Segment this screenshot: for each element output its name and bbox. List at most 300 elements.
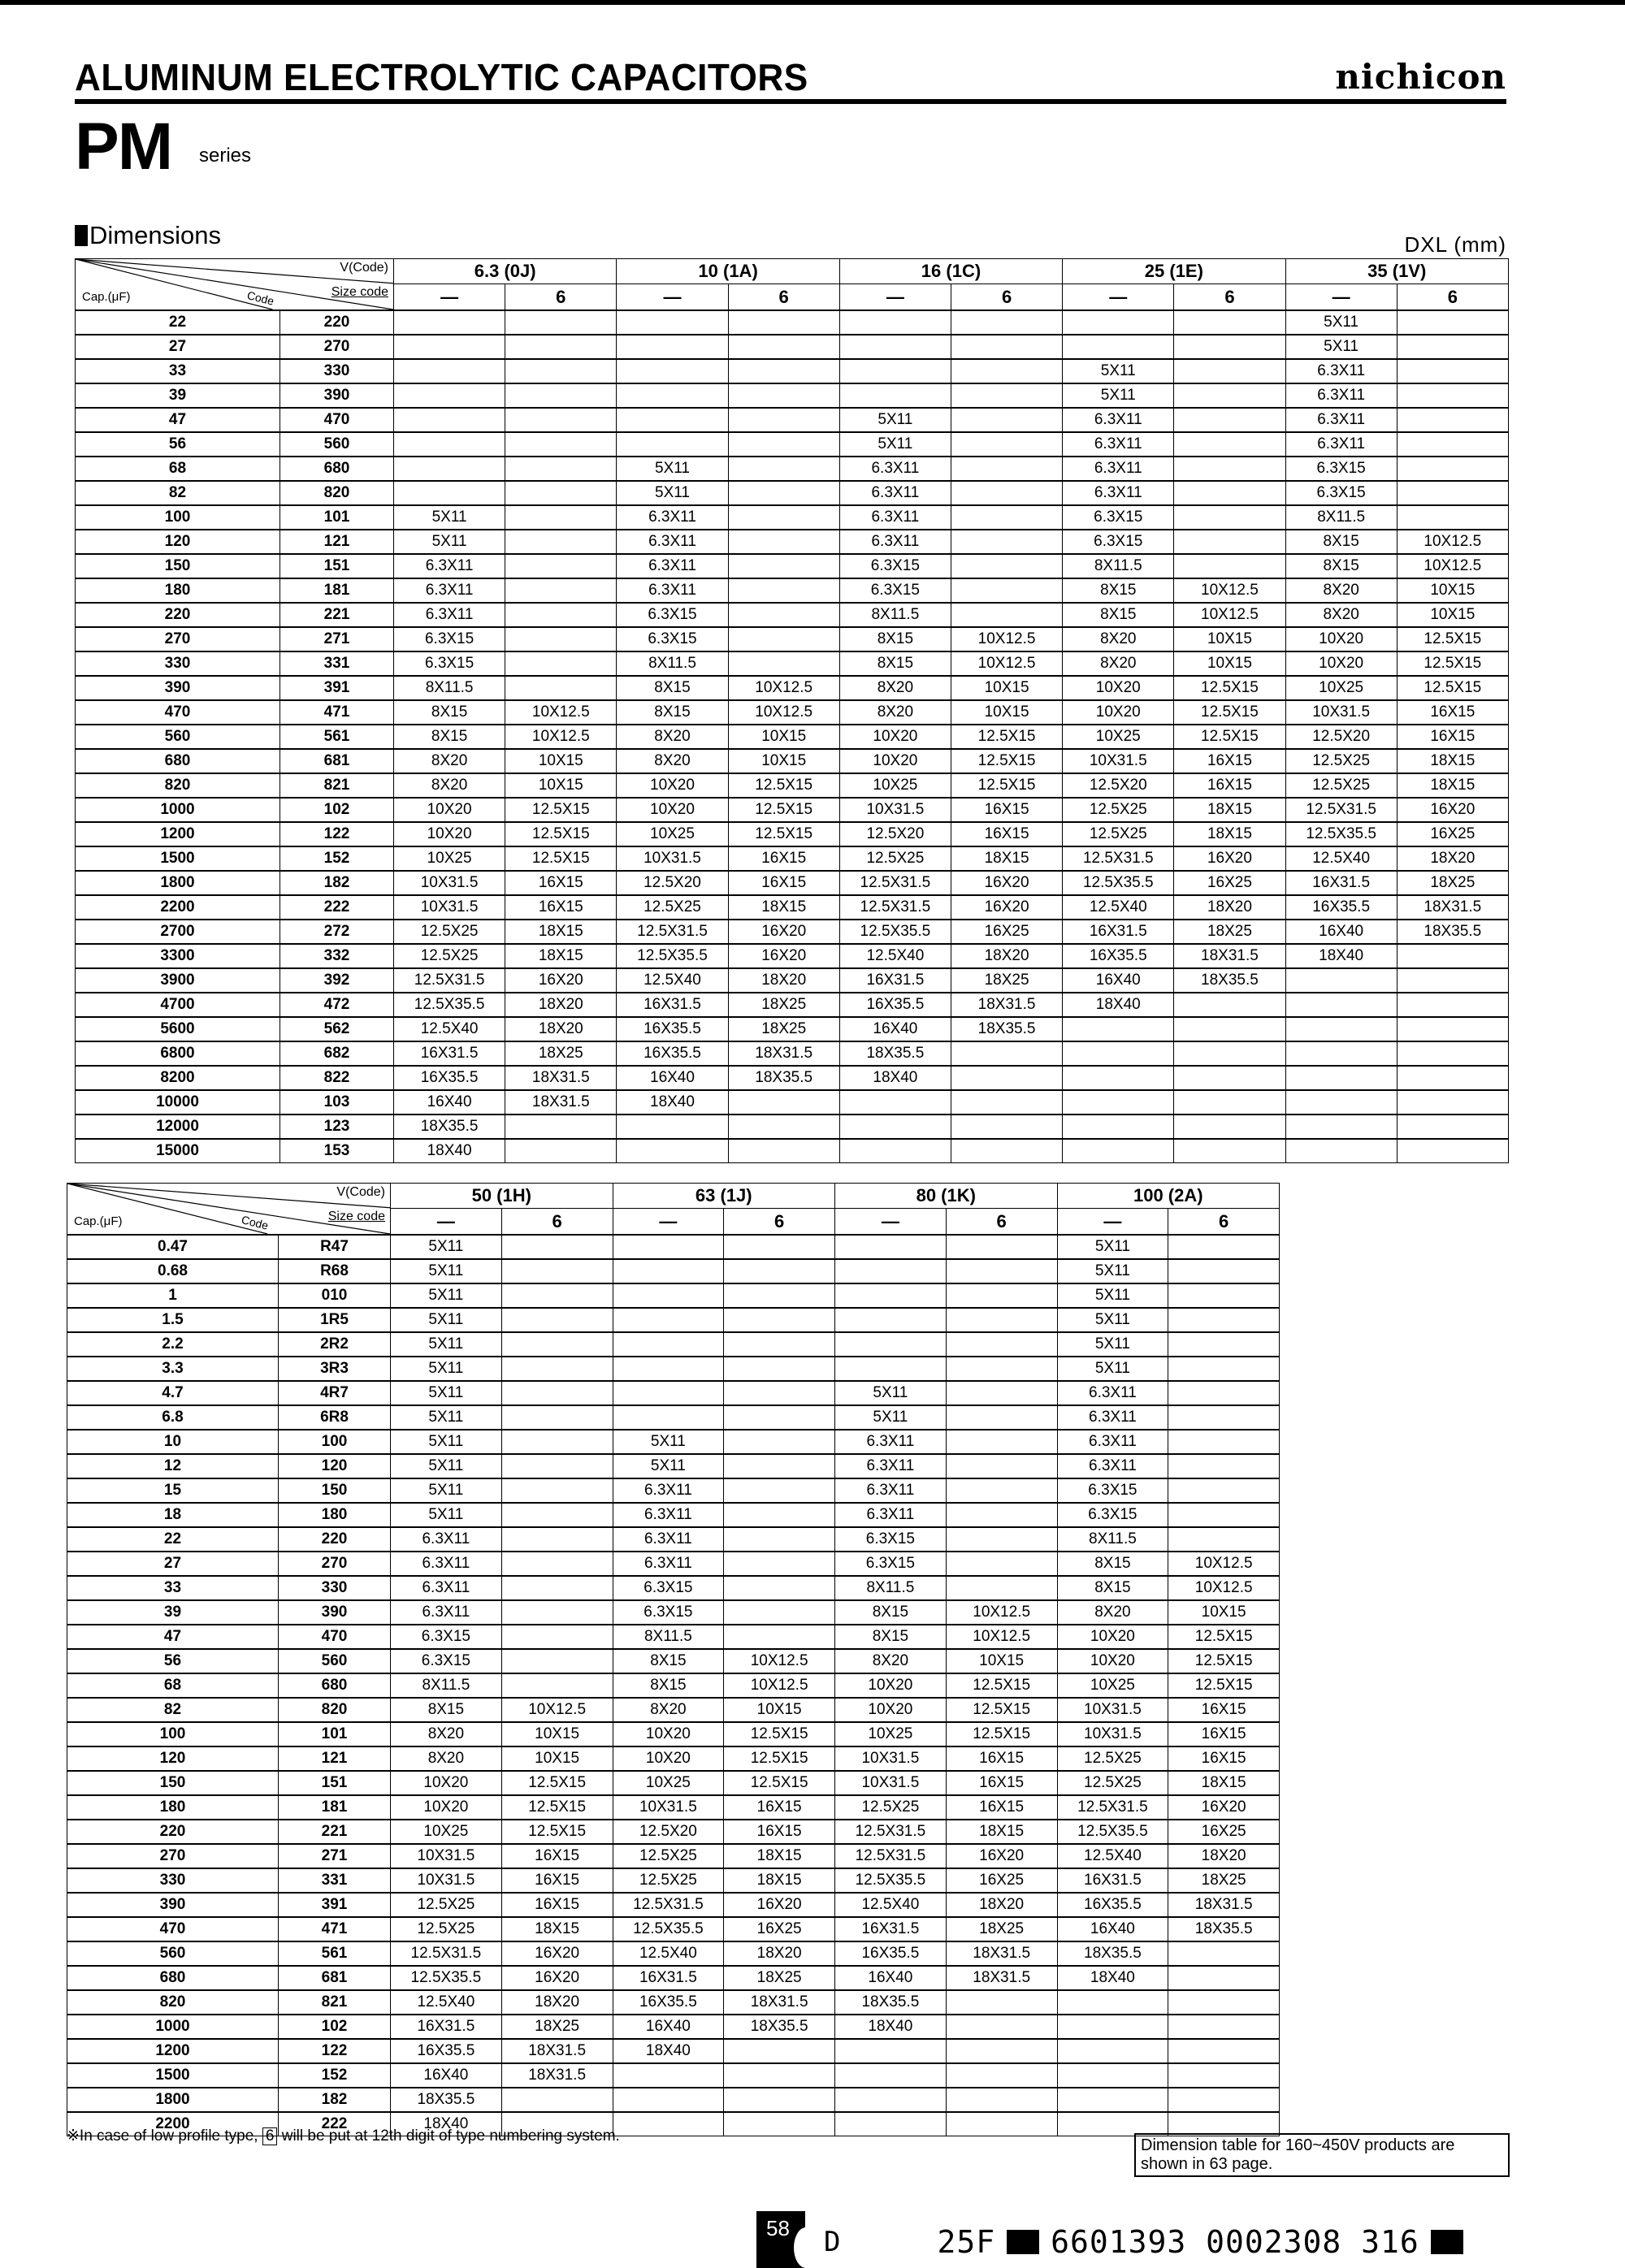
size-cell: 16X31.5	[613, 1966, 724, 1990]
capacitance-cell: 1500	[76, 846, 280, 871]
size-cell	[951, 1139, 1062, 1163]
size-cell: 6.3X15	[394, 627, 505, 651]
size-cell	[724, 1600, 835, 1625]
size-cell: 8X15	[394, 700, 505, 725]
brand-logo: nichicon	[1335, 57, 1506, 97]
size-cell: 12.5X15	[1174, 725, 1285, 749]
size-cell: 18X15	[505, 944, 617, 968]
size-cell	[394, 335, 505, 359]
table-row	[76, 700, 1509, 725]
size-cell: 8X20	[835, 1649, 947, 1673]
size-cell: 10X20	[835, 1673, 947, 1698]
size-cell	[505, 505, 617, 530]
size-cell: 16X35.5	[835, 1941, 947, 1966]
code-cell: 332	[280, 944, 394, 968]
size-cell: 12.5X25	[613, 1844, 724, 1868]
size-cell: 5X11	[1063, 359, 1174, 383]
size-cell: 10X12.5	[1174, 578, 1285, 603]
size-cell: 10X12.5	[951, 651, 1062, 676]
size-cell: 16X20	[1174, 846, 1285, 871]
size-cell	[951, 408, 1062, 432]
size-cell: 18X31.5	[501, 2039, 613, 2063]
size-cell	[394, 383, 505, 408]
table-row	[76, 676, 1509, 700]
capacitance-cell: 180	[67, 1795, 279, 1820]
size-cell: 10X12.5	[728, 700, 839, 725]
size-cell: 6.3X11	[1057, 1454, 1168, 1478]
size-cell: 5X11	[1063, 383, 1174, 408]
size-cell	[1063, 310, 1174, 335]
footnote-suffix: will be put at 12th digit of type numbering system.	[277, 2127, 620, 2145]
code-cell: 820	[279, 1698, 391, 1722]
size-cell: 5X11	[391, 1357, 502, 1381]
capacitance-cell: 1.5	[67, 1308, 279, 1332]
size-cell: 16X15	[951, 798, 1062, 822]
size-cell: 16X15	[724, 1795, 835, 1820]
table-row	[76, 505, 1509, 530]
size-cell: 12.5X31.5	[391, 1941, 502, 1966]
code-cell: 151	[280, 554, 394, 578]
size-cell: 6.3X11	[1063, 481, 1174, 505]
size-cell	[617, 359, 728, 383]
code-cell: 391	[279, 1893, 391, 1917]
table-row	[76, 871, 1509, 895]
size-cell: 10X20	[1285, 627, 1397, 651]
size-cell: 18X35.5	[1168, 1917, 1280, 1941]
size-cell	[1174, 1066, 1285, 1090]
footnote-boxed-digit: 6	[262, 2127, 278, 2145]
size-cell	[1168, 1259, 1280, 1283]
size-cell	[835, 2063, 947, 2088]
standard-subheader: —	[394, 284, 505, 310]
size-cell: 16X31.5	[835, 1917, 947, 1941]
size-cell: 10X15	[728, 749, 839, 773]
code-label: Code	[245, 288, 276, 308]
size-cell: 18X25	[728, 1017, 839, 1041]
size-cell: 8X20	[617, 725, 728, 749]
size-cell: 12.5X25	[394, 920, 505, 944]
size-cell: 5X11	[613, 1454, 724, 1478]
size-cell: 12.5X35.5	[1057, 1820, 1168, 1844]
capacitance-cell: 4.7	[67, 1381, 279, 1405]
size-cell	[839, 1115, 951, 1139]
table-row	[67, 2015, 1280, 2039]
footnote	[67, 2127, 620, 2145]
size-cell: 16X15	[501, 1868, 613, 1893]
size-cell: 18X31.5	[951, 993, 1062, 1017]
size-cell	[1174, 505, 1285, 530]
size-cell: 16X15	[1174, 773, 1285, 798]
size-cell: 18X25	[1174, 920, 1285, 944]
table-row	[67, 1405, 1280, 1430]
size-cell: 12.5X31.5	[394, 968, 505, 993]
size-cell	[951, 505, 1062, 530]
size-cell: 16X35.5	[839, 993, 951, 1017]
size-cell	[839, 1139, 951, 1163]
size-cell: 10X12.5	[1397, 554, 1508, 578]
size-cell: 16X40	[394, 1090, 505, 1115]
size-cell: 12.5X25	[391, 1917, 502, 1941]
capacitance-cell: 33	[76, 359, 280, 383]
size-cell: 8X20	[1057, 1600, 1168, 1625]
size-cell	[835, 1259, 947, 1283]
size-cell: 10X20	[613, 1722, 724, 1746]
size-cell	[617, 335, 728, 359]
size-cell: 16X15	[501, 1893, 613, 1917]
capacitance-cell: 39	[76, 383, 280, 408]
size-cell	[835, 1235, 947, 1259]
size-cell	[946, 2015, 1057, 2039]
size-code-label: Size code	[327, 1210, 385, 1223]
table-corner-header	[76, 259, 394, 311]
table-row	[76, 944, 1509, 968]
size-cell	[835, 2088, 947, 2112]
size-cell: 10X20	[839, 725, 951, 749]
size-cell: 16X31.5	[617, 993, 728, 1017]
size-cell	[724, 2112, 835, 2136]
size-cell	[946, 1478, 1057, 1503]
table-row	[67, 1990, 1280, 2015]
size-cell: 5X11	[391, 1430, 502, 1454]
size-cell: 16X15	[724, 1820, 835, 1844]
size-cell: 12.5X40	[1285, 846, 1397, 871]
size-cell: 18X35.5	[835, 1990, 947, 2015]
size-cell	[724, 1259, 835, 1283]
table-row	[76, 530, 1509, 554]
size-cell: 10X31.5	[835, 1771, 947, 1795]
code-cell: R47	[279, 1235, 391, 1259]
table-row	[76, 627, 1509, 651]
size-cell: 10X15	[1168, 1600, 1280, 1625]
size-cell	[724, 1625, 835, 1649]
cap-label: Cap.(μF)	[82, 290, 131, 304]
size-cell: 16X20	[505, 968, 617, 993]
size-cell: 18X25	[728, 993, 839, 1017]
table-row	[76, 1139, 1509, 1163]
size-cell: 6.3X15	[391, 1649, 502, 1673]
size-cell: 12.5X20	[839, 822, 951, 846]
table-corner-header	[67, 1184, 391, 1236]
size-cell	[394, 432, 505, 457]
voltage-header: 35 (1V)	[1285, 259, 1508, 284]
table-row	[76, 798, 1509, 822]
size-cell	[394, 481, 505, 505]
size-cell: 8X15	[1285, 530, 1397, 554]
voltage-header: 10 (1A)	[617, 259, 839, 284]
size-cell	[501, 1308, 613, 1332]
size-cell	[1168, 1454, 1280, 1478]
size-cell	[505, 383, 617, 408]
code-cell: 6R8	[279, 1405, 391, 1430]
size-cell	[724, 1576, 835, 1600]
size-cell: 6.3X11	[1285, 432, 1397, 457]
table-row	[76, 1066, 1509, 1090]
size-cell: 18X35.5	[724, 2015, 835, 2039]
size-cell: 10X12.5	[724, 1649, 835, 1673]
size-cell: 16X20	[1397, 798, 1508, 822]
size-cell	[728, 530, 839, 554]
size-cell: 5X11	[1057, 1357, 1168, 1381]
size-cell: 16X15	[728, 846, 839, 871]
size-cell	[1168, 1235, 1280, 1259]
code-cell: 472	[280, 993, 394, 1017]
code-cell: 271	[279, 1844, 391, 1868]
size-cell	[501, 1478, 613, 1503]
code-cell: 271	[280, 627, 394, 651]
size-cell: 10X15	[505, 773, 617, 798]
size-cell: 10X12.5	[1397, 530, 1508, 554]
capacitance-cell: 180	[76, 578, 280, 603]
size-cell	[951, 1115, 1062, 1139]
size-cell	[946, 1283, 1057, 1308]
size-cell	[505, 676, 617, 700]
capacitance-cell: 68	[76, 457, 280, 481]
size-cell: 8X20	[839, 700, 951, 725]
size-cell: 6.3X11	[1063, 408, 1174, 432]
code-cell: 560	[280, 432, 394, 457]
size-cell	[1174, 432, 1285, 457]
size-cell: 16X40	[391, 2063, 502, 2088]
capacitance-cell: 4700	[76, 993, 280, 1017]
code-cell: 153	[280, 1139, 394, 1163]
size-cell: 10X15	[501, 1722, 613, 1746]
size-cell: 10X25	[394, 846, 505, 871]
size-cell: 6.3X15	[617, 627, 728, 651]
code-cell: 821	[280, 773, 394, 798]
size-cell: 12.5X40	[1063, 895, 1174, 920]
size-cell	[1397, 1115, 1508, 1139]
size-cell: 10X20	[1057, 1649, 1168, 1673]
size-cell	[728, 310, 839, 335]
size-cell	[617, 1139, 728, 1163]
size-cell: 16X15	[1174, 749, 1285, 773]
size-cell	[501, 1332, 613, 1357]
code-cell: 181	[279, 1795, 391, 1820]
size-cell: 6.3X15	[1063, 530, 1174, 554]
table-row	[67, 1771, 1280, 1795]
size-cell: 8X15	[394, 725, 505, 749]
size-cell: 18X35.5	[839, 1041, 951, 1066]
size-cell	[617, 310, 728, 335]
size-cell: 18X31.5	[1174, 944, 1285, 968]
table-row	[76, 383, 1509, 408]
size-cell	[613, 1381, 724, 1405]
size-cell: 10X31.5	[839, 798, 951, 822]
size-cell	[1063, 1090, 1174, 1115]
size-cell: 18X15	[728, 895, 839, 920]
size-cell: 12.5X35.5	[1285, 822, 1397, 846]
size-cell	[1063, 1041, 1174, 1066]
size-cell: 12.5X15	[1168, 1625, 1280, 1649]
code-cell: 3R3	[279, 1357, 391, 1381]
size-cell	[946, 2039, 1057, 2063]
size-cell: 5X11	[835, 1405, 947, 1430]
size-cell: 16X15	[1168, 1746, 1280, 1771]
size-cell	[724, 1235, 835, 1259]
size-cell: 12.5X15	[1174, 676, 1285, 700]
size-cell: 12.5X15	[505, 798, 617, 822]
code-cell: 102	[280, 798, 394, 822]
table-row	[67, 1625, 1280, 1649]
size-cell	[946, 1990, 1057, 2015]
size-cell: 10X12.5	[728, 676, 839, 700]
table-row	[67, 1673, 1280, 1698]
size-cell: 12.5X40	[617, 968, 728, 993]
code-cell: 121	[279, 1746, 391, 1771]
table-row	[67, 1235, 1280, 1259]
code-cell: 151	[279, 1771, 391, 1795]
size-cell	[1168, 1332, 1280, 1357]
size-cell: 6.3X11	[835, 1454, 947, 1478]
size-cell: 16X20	[951, 871, 1062, 895]
size-cell: 12.5X20	[1285, 725, 1397, 749]
capacitance-cell: 47	[76, 408, 280, 432]
capacitance-cell: 120	[67, 1746, 279, 1771]
size-cell	[1174, 310, 1285, 335]
code-cell: 222	[280, 895, 394, 920]
size-cell: 18X20	[1174, 895, 1285, 920]
size-cell: 10X12.5	[946, 1600, 1057, 1625]
size-cell: 12.5X15	[946, 1673, 1057, 1698]
code-cell: 680	[280, 457, 394, 481]
size-cell: 16X15	[505, 895, 617, 920]
size-cell: 12.5X40	[391, 1990, 502, 2015]
size-cell: 12.5X15	[946, 1698, 1057, 1722]
voltage-header: 63 (1J)	[613, 1184, 835, 1209]
size-cell: 10X25	[1285, 676, 1397, 700]
size-cell: 5X11	[613, 1430, 724, 1454]
size-cell	[1174, 383, 1285, 408]
size-cell	[946, 1527, 1057, 1552]
code-cell: 103	[280, 1090, 394, 1115]
table-row	[76, 1090, 1509, 1115]
size-cell	[1168, 1990, 1280, 2015]
size-cell	[1397, 1066, 1508, 1090]
size-cell	[1397, 457, 1508, 481]
table-row	[67, 1649, 1280, 1673]
dimensions-table-high-voltage	[67, 1183, 1280, 2136]
size-cell: 5X11	[391, 1454, 502, 1478]
size-cell: 10X12.5	[724, 1673, 835, 1698]
size-cell: 10X15	[724, 1698, 835, 1722]
size-cell	[1168, 2088, 1280, 2112]
size-cell: 18X40	[613, 2039, 724, 2063]
size-cell: 12.5X40	[839, 944, 951, 968]
size-cell: 5X11	[1285, 310, 1397, 335]
size-cell: 16X20	[724, 1893, 835, 1917]
code-cell: 470	[279, 1625, 391, 1649]
size-cell: 12.5X15	[951, 749, 1062, 773]
size-cell: 10X15	[951, 700, 1062, 725]
size-cell: 16X15	[728, 871, 839, 895]
size-cell: 18X35.5	[391, 2088, 502, 2112]
size-cell	[501, 2088, 613, 2112]
size-cell	[728, 481, 839, 505]
size-cell: 12.5X35.5	[1063, 871, 1174, 895]
print-code-a: 25F	[937, 2224, 996, 2260]
print-code-line	[824, 2224, 1475, 2260]
size-cell: 6.3X11	[1063, 432, 1174, 457]
size-cell: 10X31.5	[391, 1868, 502, 1893]
size-cell: 8X15	[1057, 1552, 1168, 1576]
size-cell: 10X20	[391, 1771, 502, 1795]
page-number-tab	[756, 2211, 805, 2268]
size-cell	[951, 1090, 1062, 1115]
size-cell: 10X25	[391, 1820, 502, 1844]
size-cell: 12.5X15	[1174, 700, 1285, 725]
size-cell: 12.5X35.5	[835, 1868, 947, 1893]
size-cell: 16X40	[617, 1066, 728, 1090]
size-cell: 6.3X11	[835, 1430, 947, 1454]
size-cell	[946, 1357, 1057, 1381]
size-cell: 12.5X35.5	[391, 1966, 502, 1990]
table-row	[76, 993, 1509, 1017]
size-cell: 18X25	[951, 968, 1062, 993]
size-cell	[946, 1576, 1057, 1600]
size-cell: 12.5X20	[617, 871, 728, 895]
size-cell: 8X15	[1063, 603, 1174, 627]
standard-subheader: —	[613, 1209, 724, 1235]
size-cell: 12.5X40	[1057, 1844, 1168, 1868]
size-cell: 10X15	[1174, 651, 1285, 676]
size-cell	[951, 310, 1062, 335]
size-cell: 10X12.5	[1168, 1576, 1280, 1600]
capacitance-cell: 2.2	[67, 1332, 279, 1357]
size-cell	[1397, 1139, 1508, 1163]
voltage-header: 100 (2A)	[1057, 1184, 1280, 1209]
top-border	[0, 0, 1625, 5]
size-cell: 6.3X11	[1285, 359, 1397, 383]
size-cell: 18X35.5	[1174, 968, 1285, 993]
capacitance-cell: 1800	[76, 871, 280, 895]
code-cell: 221	[279, 1820, 391, 1844]
size-cell: 6.3X15	[613, 1576, 724, 1600]
size-cell: 6.3X11	[1057, 1381, 1168, 1405]
size-cell	[946, 2112, 1057, 2136]
table-row	[67, 1795, 1280, 1820]
size-cell: 6.3X11	[617, 505, 728, 530]
voltage-header: 50 (1H)	[391, 1184, 613, 1209]
voltage-header: 80 (1K)	[835, 1184, 1058, 1209]
size-cell: 8X11.5	[835, 1576, 947, 1600]
size-cell: 5X11	[391, 1381, 502, 1405]
size-cell	[835, 1308, 947, 1332]
capacitance-cell: 10	[67, 1430, 279, 1454]
size-cell: 10X20	[1063, 676, 1174, 700]
code-cell: 220	[279, 1527, 391, 1552]
size-cell: 6.3X11	[1285, 408, 1397, 432]
size-cell	[951, 554, 1062, 578]
size-cell: 18X15	[501, 1917, 613, 1941]
size-cell: 6.3X11	[391, 1600, 502, 1625]
size-cell: 16X31.5	[839, 968, 951, 993]
size-cell	[946, 1381, 1057, 1405]
size-cell	[1397, 310, 1508, 335]
capacitance-cell: 0.47	[67, 1235, 279, 1259]
size-cell: 5X11	[391, 1478, 502, 1503]
size-cell: 10X15	[1397, 603, 1508, 627]
size-cell: 12.5X25	[1285, 773, 1397, 798]
size-cell: 8X15	[617, 676, 728, 700]
capacitance-cell: 6.8	[67, 1405, 279, 1430]
size-cell: 16X15	[946, 1795, 1057, 1820]
size-cell	[505, 1115, 617, 1139]
size-cell: 6.3X15	[839, 578, 951, 603]
capacitance-cell: 270	[67, 1844, 279, 1868]
table-row	[67, 1576, 1280, 1600]
size-cell	[1397, 1041, 1508, 1066]
size-cell: 10X25	[835, 1722, 947, 1746]
